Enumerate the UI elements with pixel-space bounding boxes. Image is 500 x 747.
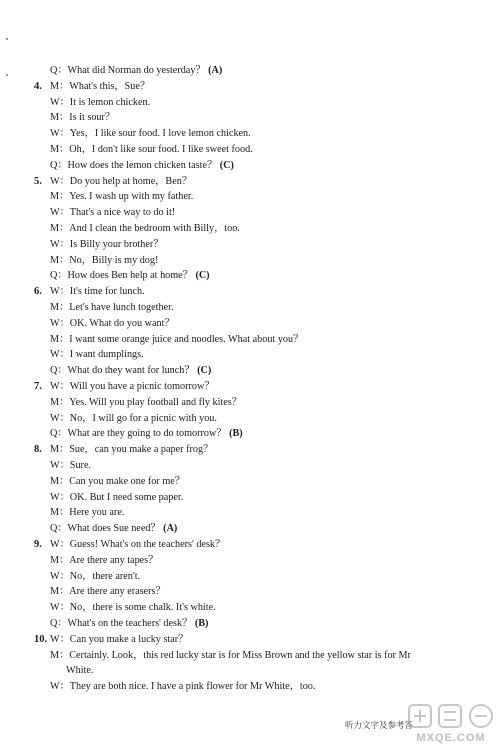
dialogue-line [50, 506, 480, 520]
dialogue-line [50, 475, 480, 489]
dialogue-text: Q：What's on the teachers' desk？ [50, 618, 193, 629]
dialogue-line [50, 396, 480, 410]
dialogue-line [50, 254, 480, 268]
watermark-text: MXQE.COM [416, 732, 486, 744]
dialogue-line [50, 633, 480, 647]
dialogue-text: W：No，there aren't. [50, 570, 141, 582]
dialogue-text: M：Are there any tapes？ [50, 554, 159, 566]
dialogue-line [50, 238, 480, 252]
dialogue-text: Q：How does the lemon chicken taste？ [50, 159, 218, 171]
dialogue-line [50, 317, 480, 331]
dialogue-line [50, 538, 480, 552]
dialogue-text: Q：What are they going to do tomorrow？ [50, 428, 227, 440]
dialogue-line [50, 80, 480, 94]
dialogue-text: W：No，there is some chalk. It's white. [50, 602, 216, 614]
dialogue-line [50, 491, 480, 505]
dialogue-text: W：OK. But I need some paper. [50, 491, 184, 503]
dialogue-text: M：I want some orange juice and noodles. What about you？ [50, 333, 304, 345]
dialogue-text: M：No，Billy is my dog! [50, 254, 159, 266]
margin-mark [6, 74, 8, 76]
dialogue-text: Q：How does Ben help at home？ [50, 270, 193, 282]
dialogue-line [50, 175, 480, 189]
answer-key: (A) [163, 523, 178, 535]
watermark-emblem-icon [405, 702, 497, 732]
dialogue-line [50, 143, 480, 157]
dialogue-line [50, 222, 480, 236]
question-number: 4. [34, 80, 42, 92]
dialogue-line [50, 269, 480, 283]
dialogue-text: W：They are both nice. I have a pink flower for Mr White，too. [50, 681, 316, 693]
answer-key: (C) [197, 365, 212, 377]
answer-key: (A) [208, 65, 223, 76]
dialogue-text: W：Is Billy your brother？ [50, 238, 164, 250]
dialogue-text: M：Can you make one for me？ [50, 475, 185, 487]
dialogue-line [50, 111, 480, 125]
dialogue-text: M：And I clean the bedroom with Billy，too. [50, 223, 240, 234]
page-footer: 听力文字及参考答 [345, 721, 414, 731]
dialogue-line [50, 585, 480, 599]
dialogue-line [50, 380, 480, 394]
dialogue-line [50, 522, 480, 536]
dialogue-text: W：Yes，I like sour food. I love lemon chicken. [50, 128, 251, 140]
dialogue-line [50, 96, 480, 110]
dialogue-line [50, 570, 480, 584]
dialogue-text: Q：What did Norman do yesterday？ [50, 65, 206, 76]
dialogue-text: W：Can you make a lucky star？ [50, 633, 189, 645]
dialogue-text: M：Yes. I wash up with my father. [50, 191, 194, 203]
dialogue-text: W：I want dumplings. [50, 349, 144, 361]
dialogue-line [66, 664, 496, 678]
answer-key: (C) [195, 270, 210, 282]
question-number: 7. [34, 381, 42, 392]
dialogue-line [50, 554, 480, 568]
margin-mark [6, 38, 8, 40]
dialogue-line [50, 301, 480, 315]
watermark-logo [405, 702, 497, 744]
dialogue-text: M：Let's have lunch together. [50, 302, 174, 313]
dialogue-line [50, 412, 480, 426]
answer-key: (C) [219, 159, 234, 171]
dialogue-line [50, 427, 480, 441]
dialogue-line [50, 206, 480, 220]
dialogue-line [50, 159, 480, 173]
dialogue-text: W：That's a nice way to do it! [50, 207, 176, 219]
question-number: 10. [34, 633, 48, 645]
dialogue-text: W：Guess! What's on the teachers' desk？ [50, 539, 226, 550]
question-number: 6. [34, 286, 42, 298]
dialogue-text: W：Will you have a picnic tomorrow？ [50, 381, 215, 392]
dialogue-line [50, 364, 480, 378]
dialogue-text: M：Is it sour？ [50, 112, 116, 124]
dialogue-text: W：Sure. [50, 460, 92, 471]
dialogue-text: W：It's time for lunch. [50, 286, 145, 298]
question-number: 5. [34, 175, 42, 187]
dialogue-text: W：Do you help at home，Ben？ [50, 175, 193, 187]
dialogue-text: M：Certainly. Look，this red lucky star is for Miss Brown and the yellow star is for Mr [50, 649, 411, 661]
dialogue-line [50, 348, 480, 362]
answer-key: (B) [229, 428, 243, 440]
question-number: 9. [34, 539, 42, 550]
dialogue-line [50, 459, 480, 473]
dialogue-text: M：Oh，I don't like sour food. I like sweet food. [50, 144, 253, 155]
dialogue-text: Q：What does Sue need？ [50, 523, 161, 535]
dialogue-text: White. [66, 665, 94, 677]
dialogue-line [50, 64, 480, 78]
dialogue-line [50, 333, 480, 347]
dialogue-text: M：Sue，can you make a paper frog？ [50, 444, 214, 456]
answer-key: (B) [194, 618, 209, 629]
dialogue-text: M：Are there any erasers？ [50, 586, 166, 598]
dialogue-text: M：What's this，Sue？ [50, 80, 151, 92]
dialogue-line [50, 601, 480, 615]
dialogue-line [50, 649, 480, 663]
dialogue-line [50, 443, 480, 457]
dialogue-text: W：No，I will go for a picnic with you. [50, 412, 217, 424]
dialogue-text: Q：What do they want for lunch？ [50, 365, 195, 377]
dialogue-line [50, 285, 480, 299]
dialogue-line [50, 127, 480, 141]
dialogue-text: M：Yes. Will you play football and fly kites？ [50, 396, 242, 408]
dialogue-line [50, 190, 480, 204]
dialogue-line [50, 617, 480, 631]
question-number: 8. [34, 444, 42, 456]
dialogue-text: W：OK. What do you want？ [50, 317, 175, 329]
dialogue-line [50, 680, 480, 694]
dialogue-text: M：Here you are. [50, 507, 125, 519]
dialogue-text: W：It is lemon chicken. [50, 96, 151, 108]
